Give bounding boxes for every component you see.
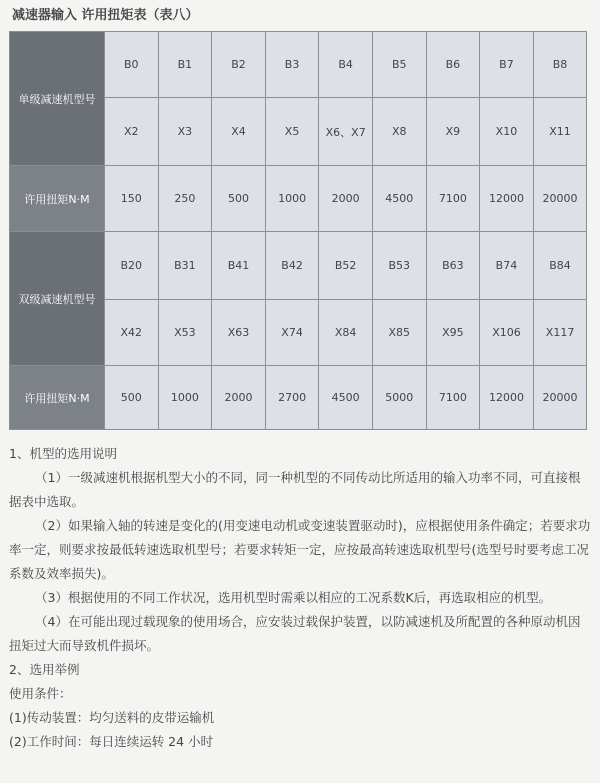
table-cell: B4 [319, 32, 373, 98]
table-cell: 250 [158, 166, 212, 232]
table-cell: X5 [265, 98, 319, 166]
table-cell: B5 [372, 32, 426, 98]
table-cell: 12000 [480, 166, 534, 232]
section-heading: 2、选用举例 [9, 662, 80, 677]
paragraph: (2)工作时间：每日连续运转 24 小时 [9, 734, 214, 749]
paragraph: （3）根据使用的不同工作状况，选用机型时需乘以相应的工况系数K后，再选取相应的机型。 [35, 590, 552, 605]
paragraph: (1)传动装置：均匀送料的皮带运输机 [9, 710, 215, 725]
paragraph: 使用条件： [9, 686, 72, 701]
table-cell: X3 [158, 98, 212, 166]
table-cell: X84 [319, 300, 373, 366]
table-cell: B6 [426, 32, 480, 98]
table-cell: 500 [105, 366, 159, 430]
notes-section [9, 442, 591, 754]
table-cell: B2 [212, 32, 266, 98]
table-cell: B41 [212, 232, 266, 300]
table-cell: B31 [158, 232, 212, 300]
table-row [10, 232, 587, 300]
table-cell: B42 [265, 232, 319, 300]
table-cell: X74 [265, 300, 319, 366]
table-cell: B84 [533, 232, 587, 300]
torque-label: 许用扭矩N·M [10, 166, 105, 232]
table-cell: B8 [533, 32, 587, 98]
table-cell: X106 [480, 300, 534, 366]
table-cell: 7100 [426, 366, 480, 430]
table-cell: X8 [372, 98, 426, 166]
table-cell: X42 [105, 300, 159, 366]
table-cell: 500 [212, 166, 266, 232]
torque-label: 许用扭矩N·M [10, 366, 105, 430]
table-cell: X53 [158, 300, 212, 366]
paragraph: （1）一级减速机根据机型大小的不同，同一种机型的不同传动比所适用的输入功率不同，可直接根据表中选取。 [9, 470, 581, 509]
paragraph: （4）在可能出现过载现象的使用场合，应安装过载保护装置，以防减速机及所配置的各种原动机因扭矩过大而导致机件损坏。 [9, 614, 581, 653]
table-cell: 2700 [265, 366, 319, 430]
table-cell: 1000 [158, 366, 212, 430]
table-cell: B53 [372, 232, 426, 300]
table-cell: 4500 [319, 366, 373, 430]
table-cell: 2000 [212, 366, 266, 430]
table-cell: X6、X7 [319, 98, 373, 166]
table-cell: B0 [105, 32, 159, 98]
table-cell: B63 [426, 232, 480, 300]
table-cell: 20000 [533, 166, 587, 232]
table-cell: B20 [105, 232, 159, 300]
table-cell: 7100 [426, 166, 480, 232]
table-row [10, 366, 587, 430]
table-cell: X10 [480, 98, 534, 166]
table-cell: 150 [105, 166, 159, 232]
double-stage-label: 双级减速机型号 [10, 232, 105, 366]
table-cell: 4500 [372, 166, 426, 232]
single-stage-label: 单级减速机型号 [10, 32, 105, 166]
table-cell: 5000 [372, 366, 426, 430]
table-cell: X4 [212, 98, 266, 166]
torque-table [9, 31, 587, 430]
table-cell: B7 [480, 32, 534, 98]
table-cell: X95 [426, 300, 480, 366]
table-cell: X63 [212, 300, 266, 366]
table-cell: 20000 [533, 366, 587, 430]
table-row [10, 166, 587, 232]
paragraph: （2）如果输入轴的转速是变化的(用变速电动机或变速装置驱动时)，应根据使用条件确定；若要求功率一定，则要求按最低转速选取机型号；若要求转矩一定，应按最高转速选取机型号(选型号时要考虑工况系数及效率损失)。 [9, 518, 591, 581]
table-cell: X11 [533, 98, 587, 166]
table-cell: X2 [105, 98, 159, 166]
table-cell: 2000 [319, 166, 373, 232]
section-heading: 1、机型的选用说明 [9, 446, 117, 461]
table-cell: X117 [533, 300, 587, 366]
page-title: 减速器输入 许用扭矩表（表八） [12, 8, 199, 23]
table-cell: 1000 [265, 166, 319, 232]
table-cell: B52 [319, 232, 373, 300]
table-cell: X85 [372, 300, 426, 366]
table-row [10, 32, 587, 98]
table-cell: B74 [480, 232, 534, 300]
table-cell: B3 [265, 32, 319, 98]
table-cell: B1 [158, 32, 212, 98]
table-cell: 12000 [480, 366, 534, 430]
table-cell: X9 [426, 98, 480, 166]
